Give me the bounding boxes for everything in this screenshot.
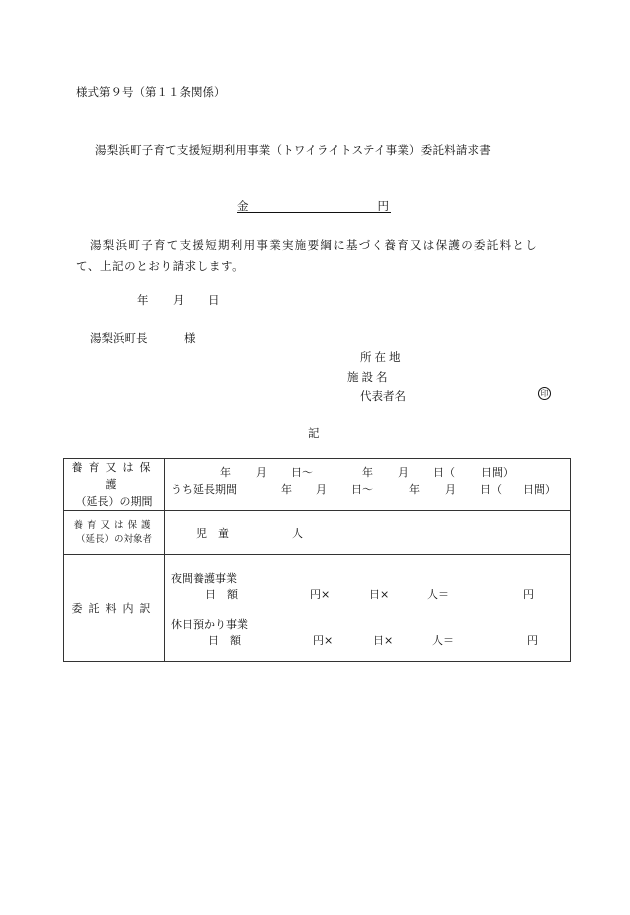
- night-total-yen: 円: [523, 588, 534, 601]
- target-value: [165, 511, 571, 555]
- detail-table: [63, 458, 571, 662]
- holiday-yen-times: 円×: [313, 634, 334, 647]
- representative-label: 代表者名: [360, 389, 406, 403]
- ext-month-start: 月: [316, 483, 327, 496]
- period-day-start: 日〜: [291, 466, 313, 479]
- period-label-line2: （延長）の期間: [75, 495, 153, 508]
- fee-breakdown-row: [64, 555, 571, 662]
- period-day-end: 日（: [433, 466, 455, 479]
- form-number: 様式第９号（第１１条関係）: [76, 85, 226, 99]
- night-yen-times: 円×: [310, 588, 331, 601]
- target-label-line1: 養育又は保護: [73, 519, 155, 531]
- extension-label: うち延長期間: [171, 483, 237, 496]
- amount-field: [237, 194, 391, 213]
- document-title: 湯梨浜町子育て支援短期利用事業（トワイライトステイ事業）委託料請求書: [95, 143, 491, 157]
- addressee-honorific: 様: [184, 331, 196, 345]
- date-day: 日: [208, 293, 220, 307]
- facility-label: 施設名: [347, 370, 391, 384]
- period-year-start: 年: [220, 466, 231, 479]
- period-days: 日間）: [481, 466, 514, 479]
- address-label: 所在地: [360, 350, 404, 364]
- seal-mark: 印: [538, 387, 551, 400]
- ext-day-end: 日（: [480, 483, 502, 496]
- period-label-line1: 養育又は保護: [71, 461, 157, 491]
- period-month-end: 月: [398, 466, 409, 479]
- holiday-care-title: 休日預かり事業: [171, 618, 248, 631]
- target-label: [64, 511, 165, 555]
- fee-breakdown-value: [165, 555, 571, 662]
- holiday-total-yen: 円: [527, 634, 538, 647]
- night-persons-equals: 人＝: [427, 588, 449, 601]
- period-row: [64, 459, 571, 511]
- amount-prefix: 金: [237, 199, 249, 213]
- holiday-persons-equals: 人＝: [432, 634, 454, 647]
- date-year: 年: [137, 293, 149, 307]
- night-care-title: 夜間養護事業: [171, 572, 237, 585]
- person-unit: 人: [292, 527, 303, 540]
- ext-month-end: 月: [445, 483, 456, 496]
- date-month: 月: [173, 293, 185, 307]
- night-days-times: 日×: [369, 588, 390, 601]
- amount-unit: 円: [377, 199, 389, 213]
- target-label-line2: （延長）の対象者: [75, 533, 152, 545]
- fee-breakdown-label-text: 委託料内訳: [71, 601, 157, 615]
- addressee-name: 湯梨浜町長: [90, 331, 148, 345]
- period-value: [165, 459, 571, 511]
- fee-breakdown-label: [64, 555, 165, 662]
- ext-days: 日間）: [523, 483, 556, 496]
- ki-heading: 記: [308, 426, 320, 440]
- period-month-start: 月: [256, 466, 267, 479]
- child-label: 児 童: [196, 527, 229, 540]
- ext-day-start: 日〜: [351, 483, 373, 496]
- body-text-line1: 湯梨浜町子育て支援短期利用事業実施要綱に基づく養育又は保護の委託料とし: [90, 238, 538, 252]
- period-year-end: 年: [362, 466, 373, 479]
- period-label: [64, 459, 165, 511]
- body-text-line2: て、上記のとおり請求します。: [76, 259, 245, 273]
- ext-year-start: 年: [281, 483, 292, 496]
- night-daily-label: 日 額: [205, 588, 238, 601]
- ext-year-end: 年: [409, 483, 420, 496]
- holiday-daily-label: 日 額: [208, 634, 241, 647]
- target-row: [64, 511, 571, 555]
- holiday-days-times: 日×: [373, 634, 394, 647]
